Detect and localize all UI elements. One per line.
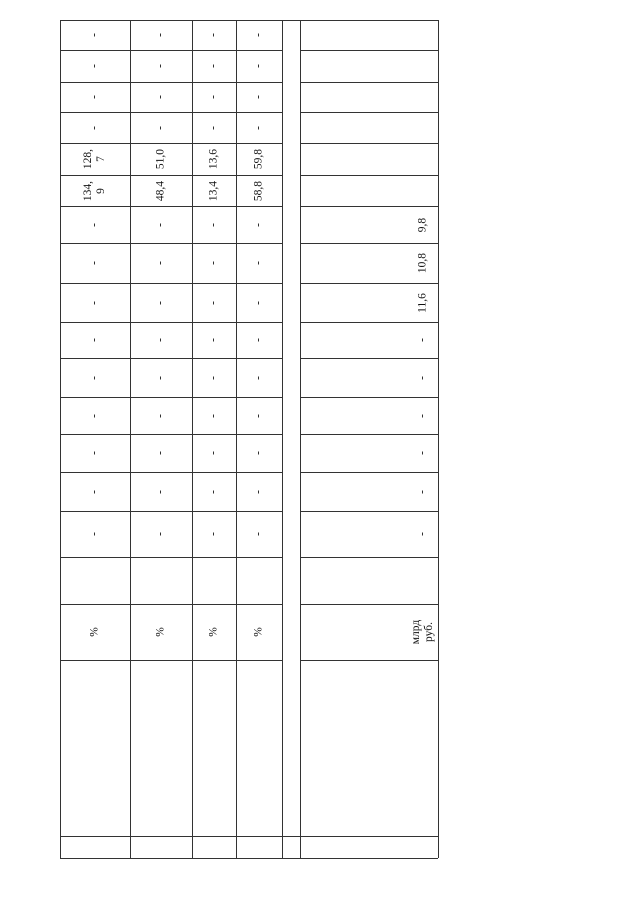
grid-line	[300, 511, 438, 512]
table-cell: -	[88, 33, 101, 37]
table-cell: 58,8	[252, 180, 265, 201]
table-cell: -	[154, 125, 167, 130]
grid-line	[60, 175, 282, 176]
table-cell: -	[416, 375, 429, 380]
table-cell: -	[154, 532, 167, 536]
grid-line	[60, 358, 282, 359]
grid-line	[438, 20, 439, 858]
grid-line	[300, 206, 438, 207]
table-cell: -	[252, 489, 265, 494]
grid-line	[60, 604, 282, 605]
table-cell: -	[252, 300, 265, 305]
grid-line	[300, 660, 438, 661]
grid-line	[60, 660, 282, 661]
table-cell: -	[416, 532, 429, 536]
grid-line	[60, 472, 282, 473]
table-cell: -	[154, 64, 167, 68]
table-cell: -	[207, 413, 220, 418]
table-cell: -	[416, 413, 429, 418]
table-cell: -	[88, 261, 101, 265]
table-cell: -	[88, 413, 101, 418]
grid-line	[300, 175, 438, 176]
grid-line	[192, 20, 193, 858]
table-cell: -	[88, 375, 101, 380]
grid-line	[300, 322, 438, 323]
grid-line	[60, 397, 282, 398]
table-cell: -	[252, 413, 265, 418]
grid-line	[60, 112, 282, 113]
grid-line	[300, 50, 438, 51]
table-cell: -	[154, 413, 167, 418]
grid-line	[300, 82, 438, 83]
grid-line	[60, 243, 282, 244]
unit-cell: %	[154, 627, 167, 637]
table-cell: 48,4	[154, 180, 167, 201]
table-cell: 128, 7	[82, 148, 107, 170]
grid-line	[60, 557, 282, 558]
table-cell: -	[207, 95, 220, 99]
grid-line	[60, 20, 438, 21]
unit-cell: %	[252, 627, 265, 637]
grid-line	[60, 283, 282, 284]
table-cell: -	[416, 489, 429, 494]
grid-line	[300, 283, 438, 284]
table-cell: -	[154, 375, 167, 380]
grid-line	[60, 50, 282, 51]
table-cell: -	[154, 95, 167, 99]
grid-line	[282, 836, 300, 837]
grid-line	[300, 143, 438, 144]
table-cell: 59,8	[252, 148, 265, 170]
table-cell: -	[252, 375, 265, 380]
unit-cell: млрд руб.	[410, 619, 435, 645]
table-cell: -	[88, 532, 101, 536]
grid-line	[300, 836, 438, 837]
table-cell: -	[88, 489, 101, 494]
table-cell: -	[88, 64, 101, 68]
table-cell: -	[252, 222, 265, 227]
table-cell: -	[207, 338, 220, 342]
grid-line	[300, 397, 438, 398]
table-cell: -	[154, 261, 167, 265]
unit-cell: %	[88, 627, 101, 637]
table-cell: 134, 9	[82, 180, 107, 201]
grid-line	[300, 358, 438, 359]
grid-line	[300, 604, 438, 605]
table-cell: 10,8	[416, 252, 429, 274]
table-cell: -	[207, 489, 220, 494]
table-cell: -	[252, 95, 265, 99]
table-cell: -	[252, 64, 265, 68]
table-cell: -	[252, 125, 265, 130]
table-cell: -	[416, 338, 429, 342]
table-cell: -	[88, 338, 101, 342]
grid-line	[300, 20, 301, 858]
table-cell: -	[252, 33, 265, 37]
table-cell: -	[88, 451, 101, 455]
table-cell: -	[88, 300, 101, 305]
table-cell: 9,8	[416, 217, 429, 232]
grid-line	[60, 20, 61, 858]
grid-line	[60, 143, 282, 144]
grid-line	[300, 243, 438, 244]
table-cell: -	[207, 33, 220, 37]
table-cell: -	[207, 300, 220, 305]
grid-line	[130, 20, 131, 858]
table-cell: -	[252, 532, 265, 536]
table-cell: -	[207, 64, 220, 68]
grid-line	[60, 206, 282, 207]
grid-line	[60, 434, 282, 435]
table-cell: -	[207, 532, 220, 536]
table-cell: -	[154, 222, 167, 227]
table-cell: -	[154, 338, 167, 342]
table-cell: 51,0	[154, 148, 167, 170]
table-cell: -	[207, 125, 220, 130]
table-cell: -	[154, 489, 167, 494]
grid-line	[60, 82, 282, 83]
table-cell: -	[154, 33, 167, 37]
table-cell: -	[88, 222, 101, 227]
table-cell: -	[207, 375, 220, 380]
table-cell: -	[88, 125, 101, 130]
table-cell: -	[252, 338, 265, 342]
grid-line	[300, 557, 438, 558]
grid-line	[236, 20, 237, 858]
grid-line	[282, 20, 283, 858]
table-cell: -	[252, 451, 265, 455]
table-cell: -	[252, 261, 265, 265]
grid-line	[60, 858, 438, 859]
table-cell: -	[154, 300, 167, 305]
grid-line	[300, 434, 438, 435]
table-cell: -	[207, 222, 220, 227]
grid-line	[60, 836, 282, 837]
table-cell: -	[154, 451, 167, 455]
table-cell: -	[416, 451, 429, 455]
grid-line	[300, 472, 438, 473]
table-cell: -	[88, 95, 101, 99]
table-cell: 11,6	[416, 292, 429, 313]
table-cell: -	[207, 261, 220, 265]
grid-line	[60, 511, 282, 512]
grid-line	[300, 112, 438, 113]
table-cell: -	[207, 451, 220, 455]
table-cell: 13,6	[207, 148, 220, 170]
unit-cell: %	[207, 627, 220, 637]
table-cell: 13,4	[207, 180, 220, 201]
grid-line	[60, 322, 282, 323]
